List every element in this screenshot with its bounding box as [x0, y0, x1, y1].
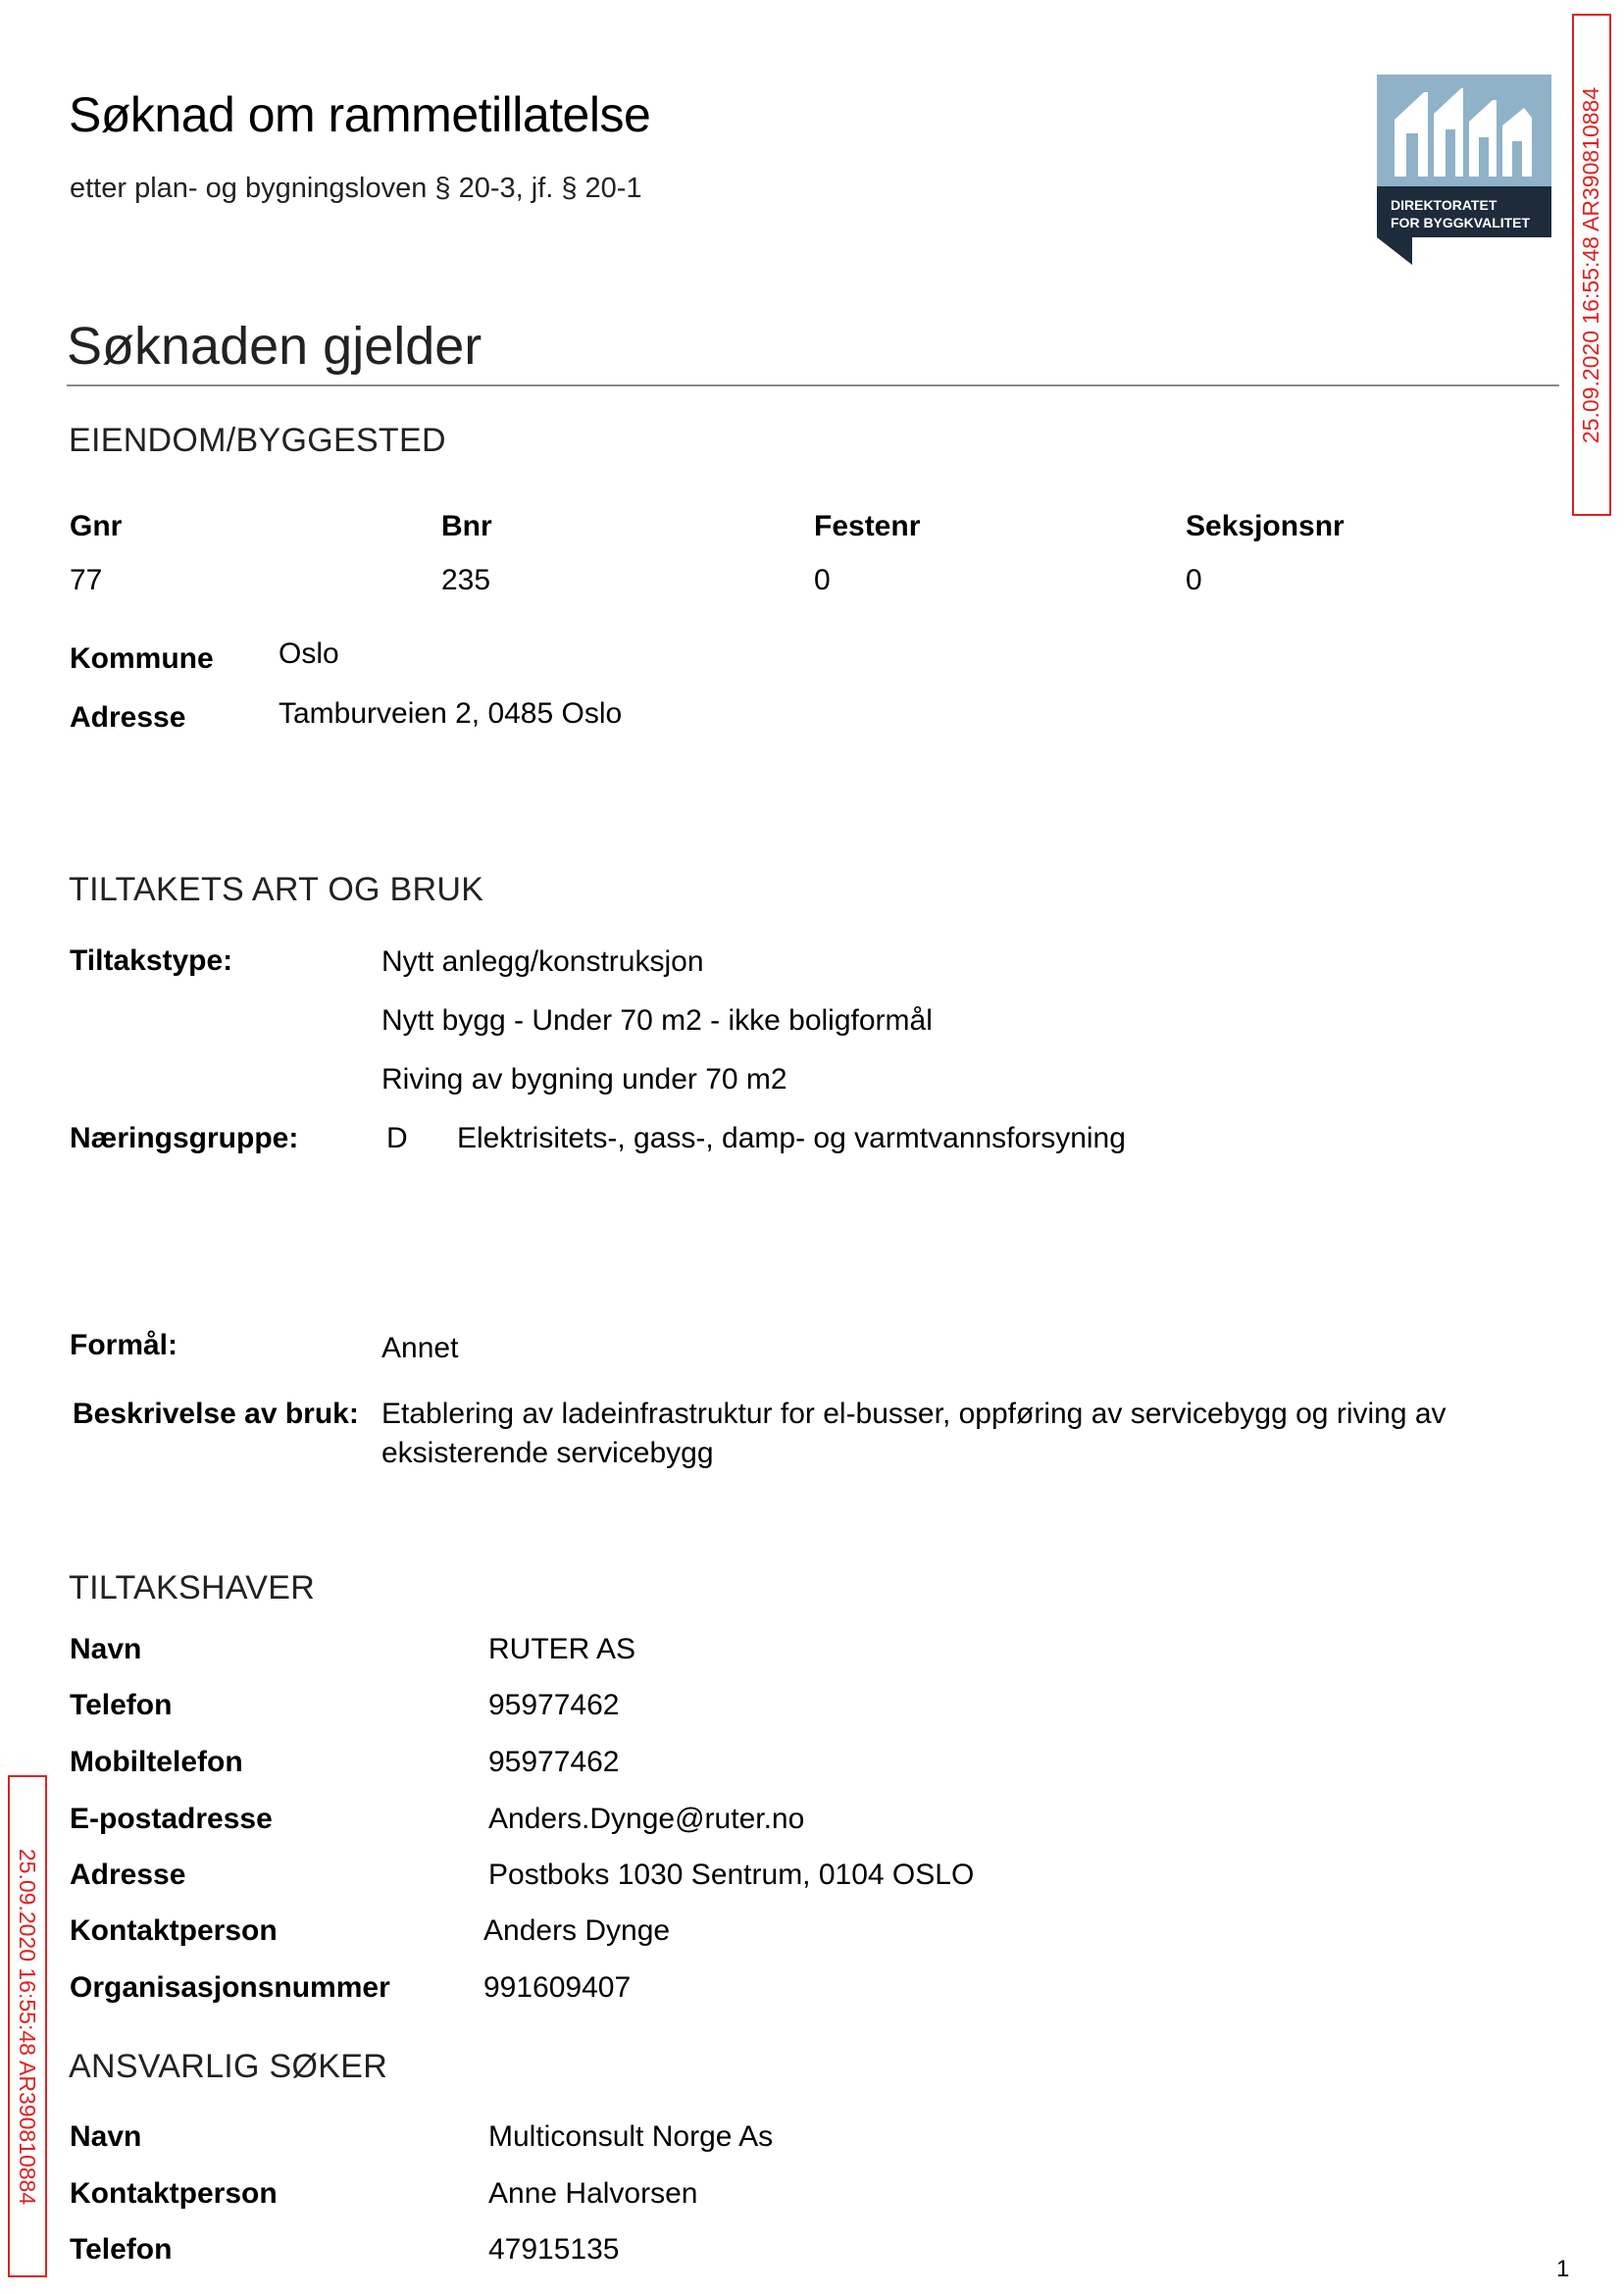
kommune-label: Kommune	[70, 642, 214, 675]
tiltakstype-label: Tiltakstype:	[70, 944, 233, 977]
page-number: 1	[1556, 2256, 1570, 2282]
beskrivelse-line-2: eksisterende servicebygg	[381, 1437, 714, 1469]
date-stamp-left	[8, 1775, 47, 2277]
date-stamp-left-text: 25.09.2020 16:55:48 AR390810884	[15, 1848, 41, 2205]
bnr-label: Bnr	[441, 510, 492, 542]
kommune-value: Oslo	[279, 637, 339, 670]
logo-text-line1: DIREKTORATET	[1391, 197, 1497, 213]
tiltakstype-item: Nytt anlegg/konstruksjon	[381, 945, 704, 978]
adresse-label: Adresse	[70, 701, 186, 734]
heading-divider	[67, 384, 1559, 386]
naeringsgruppe-text: Elektrisitets-, gass-, damp- og varmtvannsforsyning	[457, 1122, 1126, 1154]
beskrivelse-label: Beskrivelse av bruk:	[73, 1398, 359, 1430]
beskrivelse-line-1: Etablering av ladeinfrastruktur for el-busser, oppføring av servicebygg og riving av	[381, 1398, 1446, 1430]
gnr-value: 77	[70, 564, 103, 596]
tiltakshaver-epost-value: Anders.Dynge@ruter.no	[488, 1803, 805, 1835]
formal-value: Annet	[381, 1332, 459, 1364]
gnr-label: Gnr	[70, 510, 123, 542]
section-heading-tiltak: TILTAKETS ART OG BRUK	[69, 871, 484, 908]
section-heading-eiendom: EIENDOM/BYGGESTED	[69, 422, 446, 459]
festenr-label: Festenr	[814, 510, 921, 542]
naeringsgruppe-code: D	[386, 1122, 408, 1154]
soker-kontaktperson-label: Kontaktperson	[70, 2177, 278, 2210]
soker-navn-label: Navn	[70, 2120, 142, 2153]
date-stamp-top	[1572, 14, 1611, 516]
tiltakstype-item: Riving av bygning under 70 m2	[381, 1063, 787, 1096]
section-heading-tiltakshaver: TILTAKSHAVER	[69, 1569, 316, 1606]
dibk-logo	[1377, 75, 1551, 265]
adresse-value: Tamburveien 2, 0485 Oslo	[279, 697, 623, 730]
tiltakshaver-adresse-label: Adresse	[70, 1859, 186, 1891]
seksjonsnr-label: Seksjonsnr	[1186, 510, 1345, 542]
naeringsgruppe-label: Næringsgruppe:	[70, 1122, 299, 1154]
soker-navn-value: Multiconsult Norge As	[488, 2120, 774, 2153]
section-heading-soknaden-gjelder: Søknaden gjelder	[67, 317, 482, 376]
soker-telefon-value: 47915135	[488, 2233, 620, 2266]
tiltakshaver-mobil-value: 95977462	[488, 1746, 620, 1778]
tiltakshaver-mobil-label: Mobiltelefon	[70, 1746, 243, 1778]
bnr-value: 235	[441, 564, 491, 596]
tiltakshaver-orgnr-label: Organisasjonsnummer	[70, 1971, 390, 2004]
tiltakshaver-adresse-value: Postboks 1030 Sentrum, 0104 OSLO	[488, 1859, 975, 1891]
date-stamp-top-text: 25.09.2020 16:55:48 AR390810884	[1578, 86, 1604, 443]
soker-kontaktperson-value: Anne Halvorsen	[488, 2177, 698, 2210]
document-subtitle: etter plan- og bygningsloven § 20-3, jf. § 20-1	[70, 173, 642, 204]
document-title: Søknad om rammetillatelse	[69, 87, 651, 142]
tiltakshaver-kontaktperson-value: Anders Dynge	[483, 1914, 671, 1947]
seksjonsnr-value: 0	[1186, 564, 1202, 596]
logo-text-line2: FOR BYGGKVALITET	[1391, 215, 1531, 230]
formal-label: Formål:	[70, 1329, 178, 1361]
tiltakshaver-epost-label: E-postadresse	[70, 1803, 273, 1835]
tiltakshaver-kontaktperson-label: Kontaktperson	[70, 1914, 278, 1947]
festenr-value: 0	[814, 564, 831, 596]
tiltakshaver-navn-label: Navn	[70, 1633, 142, 1665]
section-heading-ansvarlig-soker: ANSVARLIG SØKER	[69, 2048, 388, 2085]
tiltakstype-item: Nytt bygg - Under 70 m2 - ikke boligformål	[381, 1004, 933, 1037]
tiltakshaver-telefon-label: Telefon	[70, 1689, 173, 1721]
tiltakshaver-telefon-value: 95977462	[488, 1689, 620, 1721]
tiltakshaver-navn-value: RUTER AS	[488, 1633, 636, 1665]
soker-telefon-label: Telefon	[70, 2233, 173, 2266]
dibk-logo-graphic	[1377, 75, 1551, 265]
tiltakshaver-orgnr-value: 991609407	[483, 1971, 632, 2004]
